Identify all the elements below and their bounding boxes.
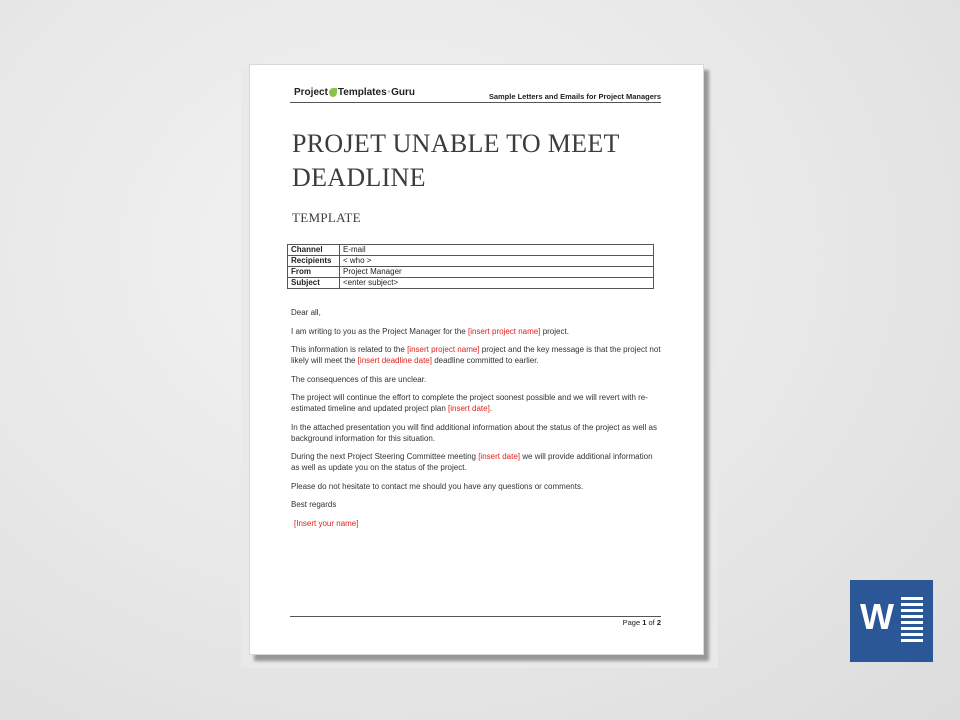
meta-value-recipients: < who >: [340, 256, 654, 267]
paragraph: The consequences of this are unclear.: [291, 374, 427, 384]
page-of: of: [646, 618, 657, 627]
meta-value-subject: <enter subject>: [340, 278, 654, 289]
document-subtitle: TEMPLATE: [292, 210, 361, 225]
document-title: PROJET UNABLE TO MEET DEADLINE: [292, 129, 620, 192]
greeting: Dear all,: [291, 308, 321, 317]
logo-text-project: Project: [294, 87, 328, 98]
paragraph: In the attached presentation you will find additional information about the status of the project as well as background information for this situation.: [291, 422, 657, 443]
meta-value-channel: E-mail: [340, 245, 654, 256]
page-total: 2: [656, 618, 661, 627]
page-current: 1: [642, 618, 647, 627]
text: project.: [540, 326, 569, 336]
placeholder-date: [insert date]: [478, 452, 521, 461]
page-number: [623, 618, 661, 627]
placeholder-project-name: [insert project name]: [467, 326, 541, 336]
text: The project will continue the effort to complete the project soonest possible and we will revert with re-estimated timeline and updated project plan: [291, 393, 648, 413]
text: During the next Project Steering Committee meeting: [291, 452, 479, 461]
table-row: [288, 256, 654, 267]
paragraph: [291, 344, 663, 366]
text: I am writing to you as the Project Manager for the: [291, 326, 468, 336]
placeholder-project-name: [insert project name]: [407, 345, 480, 354]
header-title: Sample Letters and Emails for Project Managers: [488, 92, 661, 101]
paragraph: [291, 451, 663, 473]
logo-text-guru: Guru: [391, 87, 415, 98]
paragraph: Please do not hesitate to contact me should you have any questions or comments.: [291, 481, 584, 491]
paragraph: [291, 326, 663, 337]
meta-key-recipients: Recipients: [288, 256, 340, 267]
logo-dot: •: [387, 89, 391, 96]
header-divider: [290, 102, 661, 103]
word-icon-letter: W: [860, 596, 894, 637]
table-row: [288, 267, 654, 278]
placeholder-date: [insert date]: [448, 404, 490, 413]
text: project and the key message is that the project not likely will meet the: [291, 345, 661, 365]
meta-value-from: Project Manager: [340, 267, 654, 278]
letter-body: [291, 307, 663, 536]
placeholder-your-name: [Insert your name]: [294, 518, 359, 528]
page-label: Page: [622, 618, 643, 627]
footer-divider: [290, 616, 661, 617]
logo-text-templates: Templates: [337, 87, 387, 98]
meta-key-subject: Subject: [288, 278, 340, 289]
placeholder-deadline-date: [insert deadline date]: [357, 356, 432, 365]
table-row: [288, 245, 654, 256]
text: This information is related to the: [291, 345, 408, 354]
text: deadline committed to earlier.: [431, 356, 539, 365]
text: .: [489, 404, 493, 413]
word-icon: [850, 580, 933, 662]
paragraph: [291, 392, 663, 414]
brand-logo: [294, 87, 415, 98]
signature-line: [291, 518, 663, 529]
meta-key-channel: Channel: [288, 245, 340, 256]
table-row: [288, 278, 654, 289]
text: we will provide additional information as well as update you on the status of the project.: [291, 452, 653, 472]
meta-key-from: From: [288, 267, 340, 278]
leaf-icon: [329, 88, 337, 97]
closing: Best regards: [291, 500, 337, 509]
meta-table: [287, 244, 654, 289]
word-icon-lines: [901, 597, 923, 645]
document-page: [249, 64, 704, 655]
